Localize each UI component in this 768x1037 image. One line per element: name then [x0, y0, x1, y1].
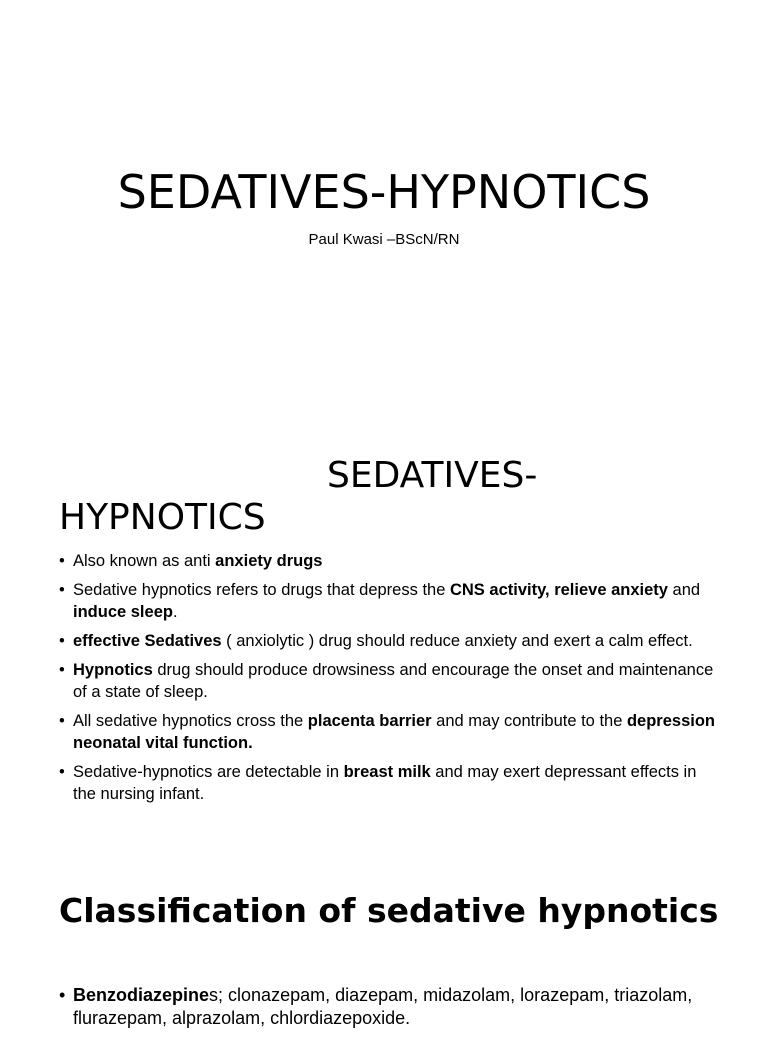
- bullet-item: [59, 579, 719, 623]
- bullet-item: [59, 630, 719, 652]
- bullet-bold-text: Hypnotics: [73, 661, 158, 679]
- slide1-title: SEDATIVES-HYPNOTICS: [117, 165, 651, 219]
- bullet-item: [59, 984, 719, 1030]
- slide2-title: [59, 455, 759, 539]
- slide3-bullet-list: [59, 984, 719, 1037]
- bullet-text: All sedative hypnotics cross the: [73, 712, 308, 730]
- bullet-bold-text: anxiety drugs: [215, 552, 323, 570]
- bullet-text: ( anxiolytic ) drug should reduce anxiety and exert a calm effect.: [221, 632, 693, 650]
- bullet-text: and may exert depressant effects in the nursing infant.: [73, 763, 697, 803]
- bullet-item: [59, 550, 719, 572]
- bullet-bold-text: breast milk: [343, 763, 431, 781]
- bullet-item: [59, 761, 719, 805]
- slide3-title: Classification of sedative hypnotics: [59, 891, 719, 930]
- bullet-text: Sedative-hypnotics are detectable in: [73, 763, 344, 781]
- bullet-item: [59, 659, 719, 703]
- bullet-text: and: [667, 581, 701, 599]
- slide2-title-line2: HYPNOTICS: [59, 497, 266, 538]
- bullet-bold-text: placenta barrier: [307, 712, 432, 730]
- slide2-bullet-list: [59, 550, 719, 812]
- bullet-text: Also known as anti: [73, 552, 216, 570]
- bullet-text: drug should produce drowsiness and encourage the onset and maintenance of a state of sleep.: [73, 661, 714, 701]
- slide1-subtitle: Paul Kwasi –BScN/RN: [308, 231, 460, 248]
- bullet-text: and may contribute to the: [431, 712, 627, 730]
- bullet-bold-text: depression neonatal vital function.: [73, 712, 715, 752]
- bullet-text: Sedative hypnotics refers to drugs that depress the: [73, 581, 450, 599]
- slide2-title-line1: SEDATIVES-: [327, 455, 538, 496]
- bullet-item: [59, 710, 719, 754]
- bullet-bold-text: induce sleep: [73, 603, 173, 621]
- bullet-text: .: [172, 603, 178, 621]
- bullet-bold-text: effective Sedatives: [73, 632, 222, 650]
- bullet-text: s; clonazepam, diazepam, midazolam, lorazepam, triazolam, flurazepam, alprazolam, chlordiazepoxide.: [73, 985, 693, 1028]
- bullet-bold-text: Benzodiazepine: [73, 985, 210, 1005]
- bullet-bold-text: CNS activity, relieve anxiety: [449, 581, 668, 599]
